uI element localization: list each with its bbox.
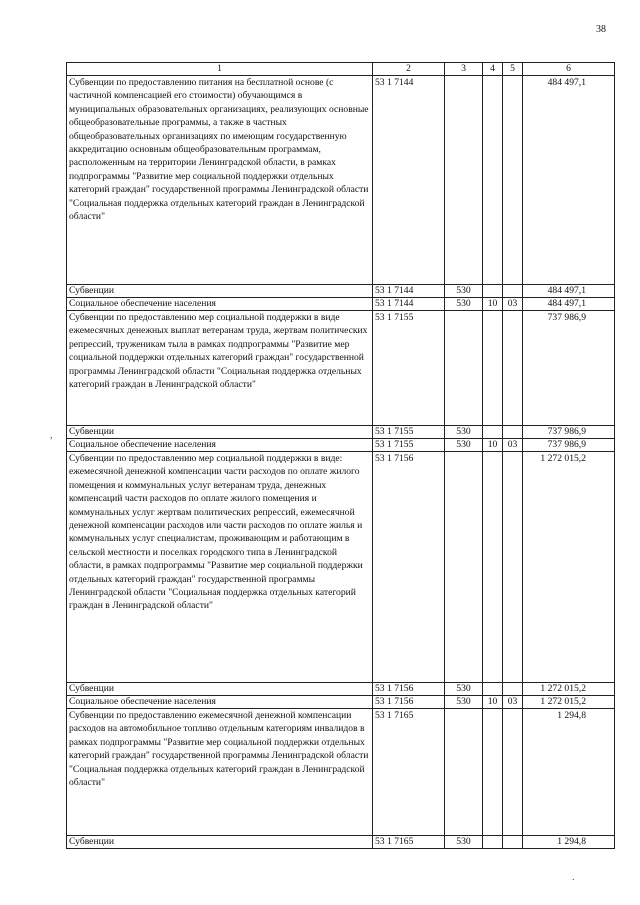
cell-description: Субвенции по предоставлению ежемесячной денежной компенсации расходов на автомобильное топливо отдельным категориям инвалидов в рамках подпрограммы "Развитие мер социальной поддержки отдельных категорий граждан" государственной программы Ленинградской области "Социальная поддержка отдельных категорий граждан в Ленинградской области" — [67, 709, 373, 836]
cell-section: 10 — [483, 696, 503, 709]
cell-target-code: 53 1 7165 — [373, 709, 445, 836]
table-row — [67, 426, 615, 439]
margin-dot-mark: . — [572, 872, 575, 883]
header-cell-6: 6 — [523, 63, 615, 76]
table-row — [67, 311, 615, 426]
cell-expense-type: 530 — [445, 298, 483, 311]
cell-target-code: 53 1 7155 — [373, 426, 445, 439]
cell-section: 10 — [483, 439, 503, 452]
header-cell-2: 2 — [373, 63, 445, 76]
cell-amount: 1 294,8 — [523, 709, 615, 836]
cell-expense-type: 530 — [445, 696, 483, 709]
table-row — [67, 452, 615, 683]
cell-subsection — [503, 426, 523, 439]
cell-description: Субвенции по предоставлению мер социальной поддержки в виде: ежемесячной денежной компенсации части расходов по оплате жилого помещения и коммунальных услуг ветеранам труда, денежных компенсаций части расходов по оплате жилого помещения и коммунальных услуг жертвам политических репрессий, ежемесячной денежной компенсации расходов или части расходов по оплате жилья и коммунальных услуг специалистам, проживающим и работающим в сельской местности и поселках городского типа в Ленинградской области, в рамках подпрограммы "Развитие мер социальной поддержки отдельных категорий граждан" государственной программы Ленинградской области "Социальная поддержка отдельных категорий граждан в Ленинградской области" — [67, 452, 373, 683]
cell-subsection — [503, 285, 523, 298]
cell-expense-type: 530 — [445, 439, 483, 452]
table-row — [67, 683, 615, 696]
cell-target-code: 53 1 7144 — [373, 285, 445, 298]
cell-subsection — [503, 76, 523, 285]
table-row — [67, 836, 615, 849]
cell-amount: 484 497,1 — [523, 76, 615, 285]
budget-table-body — [67, 63, 615, 849]
cell-description: Субвенции по предоставлению питания на бесплатной основе (с частичной компенсацией его стоимости) обучающимся в муниципальных образовательных организациях, реализующих основные общеобразовательные программы, а также в частных общеобразовательных организациях по имеющим государственную аккредитацию основным общеобразовательным программам, расположенным на территории Ленинградской области, в рамках подпрограммы "Развитие мер социальной поддержки отдельных категорий граждан" государственной программы Ленинградской области "Социальная поддержка отдельных категорий граждан в Ленинградской области" — [67, 76, 373, 285]
cell-target-code: 53 1 7155 — [373, 311, 445, 426]
cell-expense-type — [445, 452, 483, 683]
cell-amount: 1 294,8 — [523, 836, 615, 849]
page-number: 38 — [596, 24, 606, 35]
cell-target-code: 53 1 7165 — [373, 836, 445, 849]
header-cell-1: 1 — [67, 63, 373, 76]
cell-expense-type: 530 — [445, 426, 483, 439]
table-row — [67, 709, 615, 836]
cell-amount: 737 986,9 — [523, 439, 615, 452]
cell-section — [483, 426, 503, 439]
header-cell-5: 5 — [503, 63, 523, 76]
cell-section — [483, 452, 503, 683]
table-header-row — [67, 63, 615, 76]
table-row — [67, 285, 615, 298]
cell-description: Субвенции — [67, 683, 373, 696]
budget-table — [66, 62, 615, 849]
cell-subsection: 03 — [503, 696, 523, 709]
table-row — [67, 298, 615, 311]
cell-expense-type: 530 — [445, 683, 483, 696]
cell-description: Социальное обеспечение населения — [67, 298, 373, 311]
cell-section — [483, 76, 503, 285]
cell-amount: 1 272 015,2 — [523, 452, 615, 683]
cell-subsection — [503, 683, 523, 696]
cell-description: Субвенции — [67, 426, 373, 439]
cell-subsection — [503, 836, 523, 849]
cell-description: Социальное обеспечение населения — [67, 696, 373, 709]
cell-section — [483, 311, 503, 426]
cell-target-code: 53 1 7144 — [373, 76, 445, 285]
table-row — [67, 76, 615, 285]
cell-expense-type — [445, 76, 483, 285]
cell-expense-type — [445, 709, 483, 836]
cell-expense-type: 530 — [445, 836, 483, 849]
cell-amount: 484 497,1 — [523, 285, 615, 298]
cell-section — [483, 836, 503, 849]
cell-description: Социальное обеспечение населения — [67, 439, 373, 452]
cell-target-code: 53 1 7156 — [373, 683, 445, 696]
cell-target-code: 53 1 7155 — [373, 439, 445, 452]
cell-section — [483, 709, 503, 836]
cell-section — [483, 683, 503, 696]
cell-target-code: 53 1 7144 — [373, 298, 445, 311]
cell-subsection — [503, 709, 523, 836]
cell-description: Субвенции по предоставлению мер социальной поддержки в виде ежемесячных денежных выплат ветеранам труда, жертвам политических репрессий, труженикам тыла в рамках подпрограммы "Развитие мер социальной поддержки отдельных категорий граждан" государственной программы Ленинградской области "Социальная поддержка отдельных категорий граждан в Ленинградской области" — [67, 311, 373, 426]
cell-subsection — [503, 311, 523, 426]
cell-amount: 484 497,1 — [523, 298, 615, 311]
cell-amount: 737 986,9 — [523, 311, 615, 426]
cell-amount: 1 272 015,2 — [523, 683, 615, 696]
header-cell-4: 4 — [483, 63, 503, 76]
cell-amount: 737 986,9 — [523, 426, 615, 439]
table-row — [67, 439, 615, 452]
cell-amount: 1 272 015,2 — [523, 696, 615, 709]
cell-section: 10 — [483, 298, 503, 311]
cell-subsection: 03 — [503, 298, 523, 311]
header-cell-3: 3 — [445, 63, 483, 76]
cell-expense-type: 530 — [445, 285, 483, 298]
margin-tick-mark: , — [50, 430, 53, 441]
cell-description: Субвенции — [67, 285, 373, 298]
cell-target-code: 53 1 7156 — [373, 452, 445, 683]
cell-subsection: 03 — [503, 439, 523, 452]
cell-section — [483, 285, 503, 298]
cell-target-code: 53 1 7156 — [373, 696, 445, 709]
cell-expense-type — [445, 311, 483, 426]
cell-description: Субвенции — [67, 836, 373, 849]
cell-subsection — [503, 452, 523, 683]
table-row — [67, 696, 615, 709]
